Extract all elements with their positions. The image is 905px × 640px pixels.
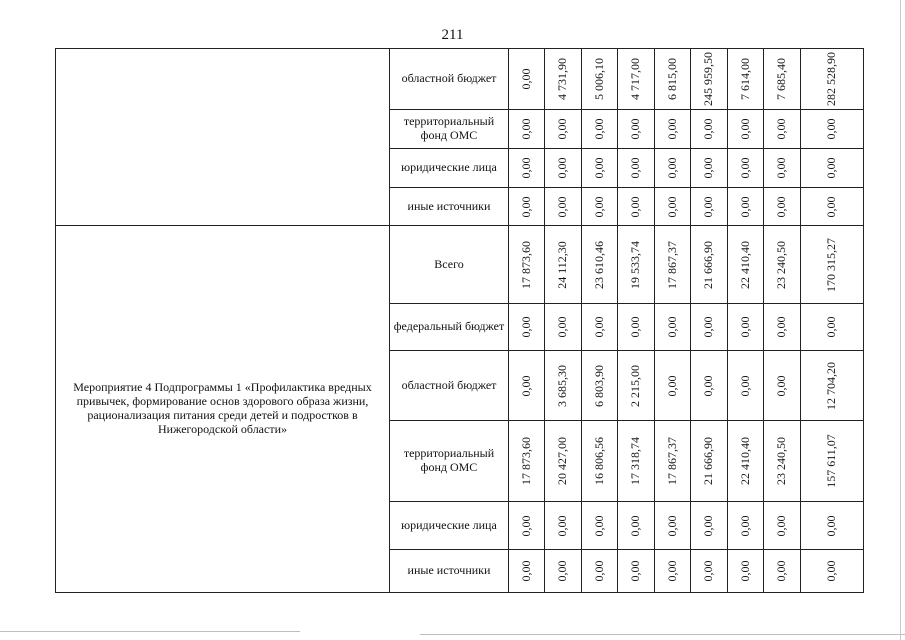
value-cell — [764, 110, 801, 149]
value-text: 0,00 — [737, 375, 752, 396]
value-cell — [545, 110, 582, 149]
value-text: 0,00 — [824, 196, 839, 217]
value-cell — [728, 110, 764, 149]
value-cell — [691, 304, 728, 351]
value-text: 0,00 — [518, 196, 533, 217]
value-cell — [691, 149, 728, 188]
value-cell — [545, 49, 582, 110]
value-text: 0,00 — [518, 68, 533, 90]
value-text: 0,00 — [628, 515, 643, 536]
value-text: 0,00 — [628, 316, 643, 338]
value-cell — [655, 49, 691, 110]
value-text: 0,00 — [824, 157, 839, 179]
value-cell — [509, 304, 545, 351]
value-text: 0,00 — [737, 560, 752, 582]
value-text: 0,00 — [591, 316, 606, 338]
value-cell — [582, 49, 618, 110]
value-text: 0,00 — [628, 560, 643, 582]
value-cell — [764, 49, 801, 110]
value-text: 0,00 — [737, 316, 752, 338]
value-text: 0,00 — [701, 375, 716, 396]
value-cell — [582, 149, 618, 188]
event-description — [56, 49, 390, 226]
value-cell — [801, 351, 864, 421]
value-text: 0,00 — [664, 196, 679, 217]
value-cell — [691, 110, 728, 149]
value-text: 0,00 — [518, 316, 533, 338]
value-text: 0,00 — [664, 515, 679, 536]
event-description: Мероприятие 4 Подпрограммы 1 «Профилактика вредных привычек, формирование основ здорового образа жизни, рационализация питания среди детей и подростков в Нижегородской области» — [56, 226, 390, 593]
value-text: 0,00 — [518, 375, 533, 396]
value-cell — [509, 351, 545, 421]
value-cell — [691, 188, 728, 226]
value-cell — [764, 304, 801, 351]
value-cell — [728, 149, 764, 188]
value-text: 24 112,30 — [555, 240, 570, 289]
value-text: 0,00 — [737, 515, 752, 536]
value-cell — [655, 226, 691, 304]
value-text: 20 427,00 — [555, 437, 570, 485]
value-text: 17 867,37 — [664, 240, 679, 289]
value-cell — [728, 188, 764, 226]
value-text: 170 315,27 — [824, 237, 839, 292]
source-label: иные источники — [390, 550, 509, 593]
scan-artifact-edge — [900, 0, 901, 640]
value-cell — [655, 188, 691, 226]
value-text: 0,00 — [774, 316, 789, 338]
value-cell — [582, 110, 618, 149]
value-text: 0,00 — [555, 157, 570, 179]
value-text: 0,00 — [774, 375, 789, 396]
value-cell — [801, 188, 864, 226]
value-text: 0,00 — [628, 196, 643, 217]
value-text: 0,00 — [701, 316, 716, 338]
value-text: 0,00 — [555, 316, 570, 338]
value-cell — [655, 351, 691, 421]
value-cell — [618, 149, 655, 188]
source-label: юридические лица — [390, 149, 509, 188]
value-cell — [764, 502, 801, 550]
value-text: 21 666,90 — [701, 240, 716, 289]
value-cell — [509, 550, 545, 593]
value-text: 282 528,90 — [824, 52, 839, 106]
value-text: 0,00 — [664, 118, 679, 140]
value-text: 6 803,90 — [591, 364, 606, 407]
value-text: 0,00 — [518, 118, 533, 140]
value-cell — [655, 421, 691, 502]
value-text: 0,00 — [701, 560, 716, 582]
value-text: 17 873,60 — [518, 240, 533, 289]
value-cell — [801, 49, 864, 110]
value-cell — [582, 304, 618, 351]
value-text: 0,00 — [591, 515, 606, 536]
value-cell — [801, 421, 864, 502]
value-text: 0,00 — [628, 118, 643, 140]
value-text: 0,00 — [555, 515, 570, 536]
value-cell — [801, 550, 864, 593]
value-text: 0,00 — [664, 375, 679, 396]
value-text: 3 685,30 — [555, 364, 570, 407]
value-text: 0,00 — [555, 118, 570, 140]
value-text: 7 685,40 — [774, 58, 789, 100]
source-label: Всего — [390, 226, 509, 304]
value-cell — [801, 304, 864, 351]
value-text: 23 240,50 — [774, 240, 789, 289]
source-label: федеральный бюджет — [390, 304, 509, 351]
page-number: 211 — [441, 27, 464, 43]
value-cell — [801, 110, 864, 149]
value-text: 0,00 — [591, 118, 606, 140]
value-cell — [764, 226, 801, 304]
financing-table — [55, 48, 864, 593]
source-label: областной бюджет — [390, 49, 509, 110]
value-cell — [545, 502, 582, 550]
value-text: 0,00 — [774, 560, 789, 582]
value-text: 0,00 — [824, 560, 839, 582]
value-text: 0,00 — [518, 515, 533, 536]
value-cell — [691, 49, 728, 110]
value-cell — [691, 226, 728, 304]
value-text: 23 610,46 — [591, 240, 606, 289]
source-label: территориальный фонд ОМС — [390, 421, 509, 502]
value-cell — [728, 49, 764, 110]
source-label: иные источники — [390, 188, 509, 226]
scan-artifact-line — [0, 631, 300, 632]
value-text: 19 533,74 — [628, 240, 643, 289]
source-label: территориальный фонд ОМС — [390, 110, 509, 149]
value-cell — [618, 351, 655, 421]
value-text: 12 704,20 — [824, 361, 839, 410]
value-text: 22 410,40 — [737, 437, 752, 485]
value-text: 0,00 — [737, 157, 752, 179]
value-text: 245 959,50 — [701, 52, 716, 106]
value-cell — [582, 502, 618, 550]
value-text: 4 717,00 — [628, 58, 643, 100]
value-text: 0,00 — [701, 196, 716, 217]
value-text: 0,00 — [591, 196, 606, 217]
value-cell — [509, 49, 545, 110]
value-cell — [728, 304, 764, 351]
value-text: 0,00 — [774, 118, 789, 140]
value-text: 0,00 — [701, 118, 716, 140]
scan-artifact-line — [420, 634, 905, 635]
value-text: 0,00 — [737, 196, 752, 217]
value-cell — [691, 502, 728, 550]
value-text: 0,00 — [701, 157, 716, 179]
value-cell — [655, 304, 691, 351]
value-cell — [582, 550, 618, 593]
value-cell — [655, 502, 691, 550]
value-cell — [618, 421, 655, 502]
value-text: 6 815,00 — [664, 58, 679, 100]
value-cell — [509, 110, 545, 149]
value-text: 0,00 — [774, 196, 789, 217]
value-cell — [655, 149, 691, 188]
value-text: 157 611,07 — [824, 434, 839, 488]
value-text: 17 873,60 — [518, 437, 533, 485]
table-row — [56, 226, 864, 304]
value-cell — [509, 188, 545, 226]
value-cell — [728, 502, 764, 550]
value-cell — [545, 304, 582, 351]
value-text: 17 318,74 — [628, 437, 643, 485]
value-cell — [545, 226, 582, 304]
value-cell — [618, 304, 655, 351]
value-cell — [764, 351, 801, 421]
value-cell — [728, 351, 764, 421]
value-cell — [582, 226, 618, 304]
value-cell — [691, 421, 728, 502]
value-cell — [764, 149, 801, 188]
value-text: 0,00 — [824, 316, 839, 338]
value-text: 16 806,56 — [591, 437, 606, 485]
value-text: 0,00 — [518, 157, 533, 179]
value-text: 0,00 — [824, 118, 839, 140]
value-cell — [545, 188, 582, 226]
value-text: 17 867,37 — [664, 437, 679, 485]
value-text: 0,00 — [701, 515, 716, 536]
value-text: 0,00 — [774, 515, 789, 536]
value-text: 0,00 — [591, 560, 606, 582]
value-cell — [618, 502, 655, 550]
value-cell — [618, 550, 655, 593]
value-cell — [509, 421, 545, 502]
value-cell — [691, 351, 728, 421]
value-cell — [764, 188, 801, 226]
value-text: 0,00 — [824, 515, 839, 536]
value-text: 0,00 — [737, 118, 752, 140]
value-text: 0,00 — [555, 196, 570, 217]
value-text: 0,00 — [664, 157, 679, 179]
value-cell — [545, 421, 582, 502]
value-cell — [764, 421, 801, 502]
value-cell — [618, 49, 655, 110]
value-cell — [655, 550, 691, 593]
value-cell — [545, 351, 582, 421]
source-label: областной бюджет — [390, 351, 509, 421]
value-text: 4 731,90 — [555, 58, 570, 100]
value-text: 0,00 — [664, 560, 679, 582]
value-text: 5 006,10 — [591, 58, 606, 100]
value-cell — [801, 226, 864, 304]
value-text: 2 215,00 — [628, 364, 643, 407]
value-text: 0,00 — [628, 157, 643, 179]
value-cell — [801, 502, 864, 550]
value-cell — [801, 149, 864, 188]
value-cell — [509, 226, 545, 304]
value-cell — [509, 149, 545, 188]
value-text: 0,00 — [555, 560, 570, 582]
value-cell — [618, 188, 655, 226]
value-text: 0,00 — [518, 560, 533, 582]
value-cell — [618, 226, 655, 304]
value-cell — [728, 421, 764, 502]
value-cell — [582, 351, 618, 421]
value-cell — [764, 550, 801, 593]
value-cell — [509, 502, 545, 550]
value-cell — [728, 226, 764, 304]
value-cell — [582, 188, 618, 226]
value-cell — [655, 110, 691, 149]
value-text: 7 614,00 — [737, 58, 752, 100]
value-cell — [545, 550, 582, 593]
value-cell — [728, 550, 764, 593]
value-cell — [618, 110, 655, 149]
value-text: 23 240,50 — [774, 437, 789, 485]
value-text: 0,00 — [591, 157, 606, 179]
table-row — [56, 49, 864, 110]
value-text: 0,00 — [774, 157, 789, 179]
value-text: 0,00 — [664, 316, 679, 338]
value-text: 21 666,90 — [701, 437, 716, 485]
value-cell — [691, 550, 728, 593]
value-cell — [545, 149, 582, 188]
value-cell — [582, 421, 618, 502]
value-text: 22 410,40 — [737, 240, 752, 289]
source-label: юридические лица — [390, 502, 509, 550]
